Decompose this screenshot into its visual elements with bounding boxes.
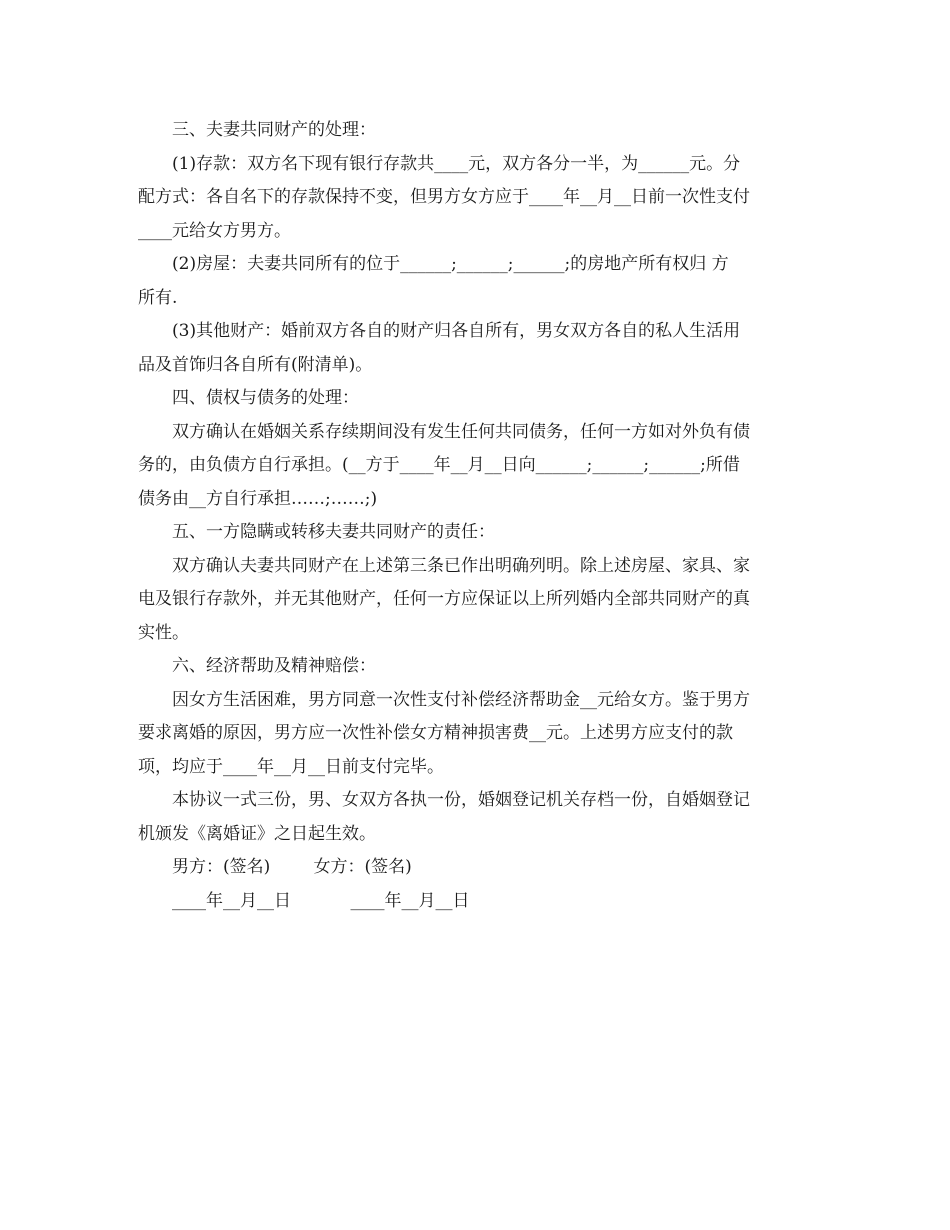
text-line: (1)存款：双方名下现有银行存款共____元，双方各分一半，为______元。分 [172,153,741,174]
text-line: 本协议一式三份，男、女双方各执一份，婚姻登记机关存档一份，自婚姻登记 [172,790,750,810]
text-line: ____元给女方男方。 [138,220,291,241]
signature-line [138,851,810,885]
text-line: 男方：(签名) 女方：(签名) [172,857,412,877]
section-heading-property [138,114,810,148]
clause-concealment [138,550,810,651]
text-line: 机颁发《离婚证》之日起生效。 [138,823,376,844]
text-line: 债务由__方自行承担……;……;) [138,488,378,509]
text-line: 要求离婚的原因，男方应一次性补偿女方精神损害费__元。上述男方应支付的款 [138,723,733,743]
section-heading-debts [138,382,810,416]
text-line: 务的，由负债方自行承担。(__方于____年__月__日向______;______;______;所借 [138,455,740,475]
text-line: 双方确认在婚姻关系存续期间没有发生任何共同债务，任何一方如对外负有债 [172,421,750,442]
text-line: 四、债权与债务的处理： [172,388,359,408]
text-line: 项，均应于____年__月__日前支付完毕。 [138,756,444,777]
text-line: 配方式：各自名下的存款保持不变，但男方女方应于____年__月__日前一次性支付 [138,187,750,207]
clause-effectiveness [138,784,810,851]
text-line: 五、一方隐瞒或转移夫妻共同财产的责任： [172,522,495,542]
text-line: 双方确认夫妻共同财产在上述第三条已作出明确列明。除上述房屋、家具、家 [172,555,750,576]
section-heading-compensation [138,650,810,684]
text-line: (3)其他财产：婚前双方各自的财产归各自所有，男女双方各自的私人生活用 [172,321,741,341]
text-line: 因女方生活困难，男方同意一次性支付补偿经济帮助金__元给女方。鉴于男方 [172,689,750,710]
text-line: ____年__月__日 ____年__月__日 [172,890,470,911]
date-line [138,885,810,919]
clause-house [138,248,810,315]
clause-compensation [138,684,810,785]
text-line: 实性。 [138,622,189,643]
clause-deposit [138,148,810,249]
text-line: 三、夫妻共同财产的处理： [172,120,376,140]
agreement-page [138,114,810,918]
section-heading-concealment [138,516,810,550]
clause-debts [138,416,810,517]
text-line: (2)房屋：夫妻共同所有的位于______;______;______;的房地产所有权归 方 [172,254,729,274]
text-line: 品及首饰归各自所有(附清单)。 [138,354,373,375]
text-line: 电及银行存款外，并无其他财产，任何一方应保证以上所列婚内全部共同财产的真 [138,589,750,609]
text-line: 所有. [138,287,178,308]
clause-other-property [138,315,810,382]
text-line: 六、经济帮助及精神赔偿： [172,656,376,676]
